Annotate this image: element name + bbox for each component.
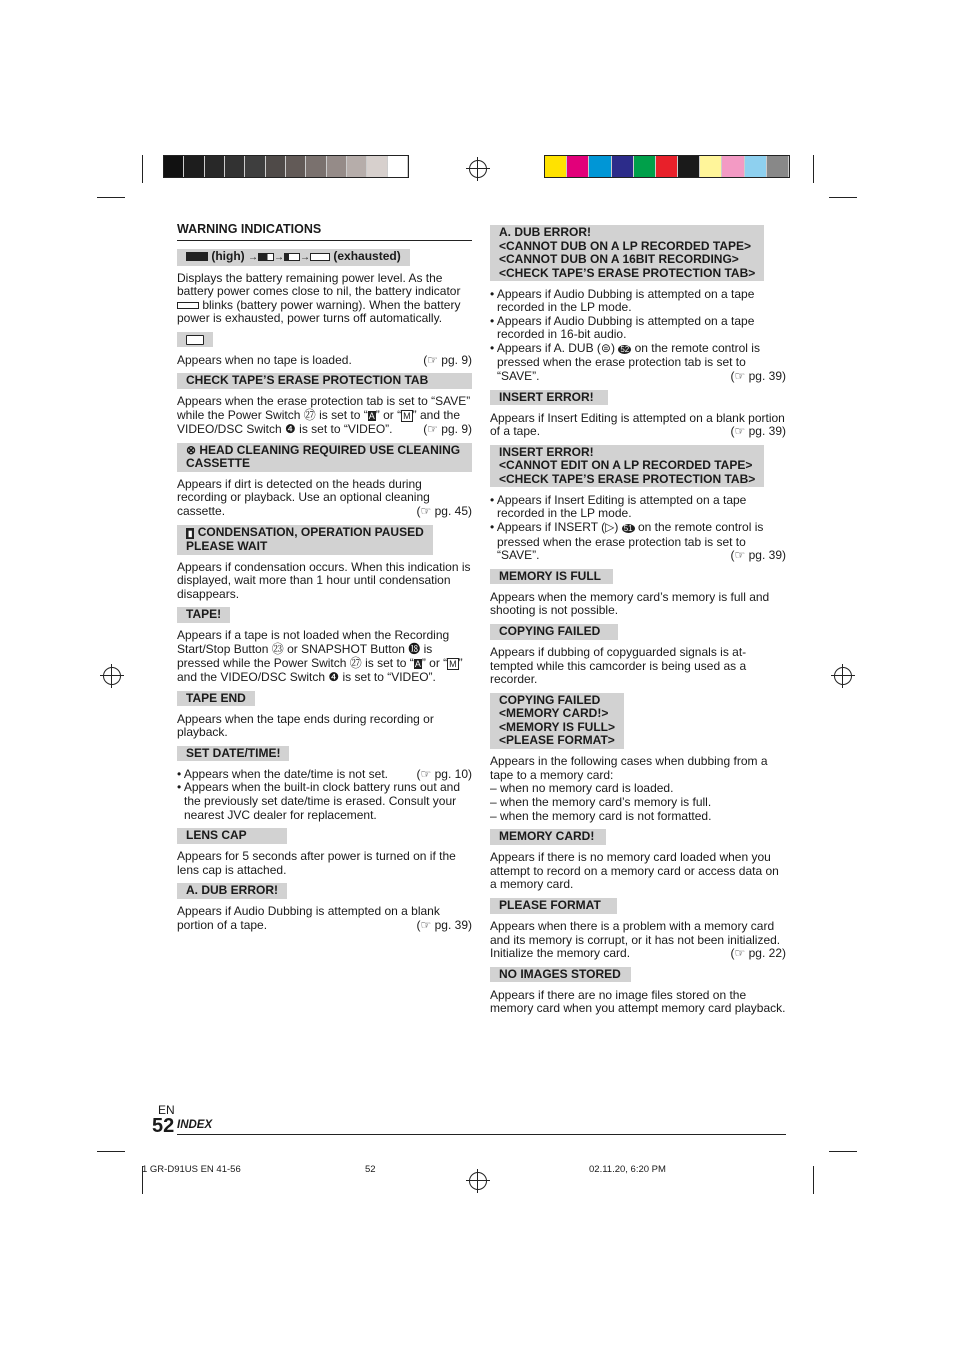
insert-error-text: Appears if Insert Editing is attempted on a blank portion of a tape. (☞ pg. 39) (490, 410, 786, 439)
insert-error-lp-text: • Appears if Insert Editing is attempted on a tape recorded in the LP mode. • Appears if INSERT (▷) 51 on the remote control is pressed when the erase protection tab is set to “SAVE”. (☞ pg. 39) (490, 492, 786, 563)
erase-tab-text: Appears when the erase protection tab is set to “SAVE” while the Power Switch ㉗ is set to “A” or “ M ” and the VIDEO/DSC Switch ❹ is set to “VIDEO”. (☞ pg. 9) (177, 393, 472, 437)
registration-mark-top-icon (469, 160, 487, 178)
insert-error-header: INSERT ERROR! (490, 390, 608, 406)
grayscale-swatch (266, 156, 286, 177)
color-swatch (678, 156, 700, 177)
grayscale-swatch (184, 156, 204, 177)
color-swatch (545, 156, 567, 177)
please-format-text: Appears when there is a problem with a memory card and its memory is corrupt, or it has not been initialized. Initialize the memory card. (☞ pg. 22) (490, 919, 786, 961)
left-column (177, 222, 472, 933)
color-swatch (767, 156, 789, 177)
lens-cap-header: LENS CAP (177, 828, 287, 844)
tape-text: Appears if a tape is not loaded when the Recording Start/Stop Button ㉓ or SNAPSHOT Button ⓲ is pressed while the Power Switch ㉗ is set to “A” or “ M ” and the VIDEO/DSC Switch ❹ is set to “VIDEO”. (177, 628, 463, 685)
cross-circle-icon: ⊗ (186, 442, 200, 457)
grayscale-swatch (245, 156, 265, 177)
condensation-text: Appears if condensation occurs. When this indication is displayed, wait more than 1 hour until condensation disappears. (177, 559, 471, 601)
grayscale-swatch (306, 156, 326, 177)
tape-end-text: Appears when the tape ends during recording or playback. (177, 711, 434, 740)
grayscale-swatch (164, 156, 184, 177)
copying-failed-list-header: COPYING FAILED <MEMORY CARD!> <MEMORY IS FULL> <PLEASE FORMAT> (490, 693, 624, 749)
cassette-icon (186, 335, 204, 345)
grayscale-swatch (205, 156, 225, 177)
memory-card-header: MEMORY CARD! (490, 829, 606, 845)
footer-section: INDEX (177, 1119, 213, 1131)
condensation-header: ▮ CONDENSATION, OPERATION PAUSED PLEASE WAIT (177, 525, 433, 555)
adub-error-header: A. DUB ERROR! (177, 883, 287, 899)
battery-levels-icon: → → → (248, 252, 330, 263)
grayscale-swatch (225, 156, 245, 177)
no-images-text: Appears if there are no image files stored on the memory card when you attempt memory card playback. (490, 987, 786, 1016)
insert-icon: ▷ (605, 520, 615, 535)
color-swatch (634, 156, 656, 177)
slug-file: 1 GR-D91US EN 41-56 (142, 1164, 241, 1175)
color-swatch (567, 156, 589, 177)
battery-empty-icon (177, 302, 199, 309)
memory-card-text: Appears if there is no memory card loaded when you attempt to record on a memory card or access data on a memory card. (490, 850, 779, 892)
grayscale-swatch (388, 156, 408, 177)
no-images-header: NO IMAGES STORED (490, 967, 631, 983)
head-cleaning-header: ⊗ HEAD CLEANING REQUIRED USE CLEANING CASSETTE (177, 443, 472, 472)
color-bar (544, 155, 790, 178)
battery-header: (high) → → → (exhausted) (177, 249, 410, 266)
adub-error-lp-text: • Appears if Audio Dubbing is attempted on a tape recorded in the LP mode. • Appears if Audio Dubbing is attempted on a tape recorded in 16-bit audio. • Appears if A. DUB (⊜) 52 on the remote control is pressed when the erase protection tab is set to “SAVE”. (☞ pg. 39) (490, 286, 786, 384)
color-swatch (612, 156, 634, 177)
slug-date: 02.11.20, 6:20 PM (589, 1164, 666, 1175)
section-title: WARNING INDICATIONS (177, 222, 472, 241)
grayscale-swatch (327, 156, 347, 177)
copying-failed-list-text: Appears in the following cases when dubbing from a tape to a memory card: – when no memory card is loaded. – when the memory card’s memory is full. – when the memory card is not formatted. (490, 754, 768, 823)
color-swatch (656, 156, 678, 177)
crop-mark (829, 197, 857, 198)
crop-mark (142, 155, 143, 183)
set-date-text: • Appears when the date/time is not set. (☞ pg. 10) • Appears when the built-in clock battery runs out and the previously set date/time is erased. Consult your nearest JVC dealer for replacement. (177, 766, 472, 822)
memory-full-text: Appears when the memory card’s memory is full and shooting is not possible. (490, 589, 770, 618)
grayscale-swatch (286, 156, 306, 177)
copying-failed-header: COPYING FAILED (490, 624, 618, 640)
no-tape-text: Appears when no tape is loaded. (☞ pg. 9) (177, 352, 472, 367)
color-swatch (722, 156, 744, 177)
battery-text: Displays the battery remaining power level. As the battery power comes close to nil, the battery indicator blinks (battery power warning). When the battery power is exhausted, power turns off automatically. (177, 270, 461, 326)
no-tape-header (177, 332, 213, 348)
grayscale-bar (163, 155, 409, 178)
color-swatch (700, 156, 722, 177)
adub-error-lp-header: A. DUB ERROR! <CANNOT DUB ON A LP RECORDED TAPE> <CANNOT DUB ON A 16BIT RECORDING> <CHECK TAPE’S ERASE PROTECTION TAB> (490, 225, 764, 281)
right-column (490, 225, 786, 1016)
dub-icon: ⊜ (600, 340, 611, 355)
tape-end-header: TAPE END (177, 691, 255, 707)
color-swatch (745, 156, 767, 177)
adub-error-text: Appears if Audio Dubbing is attempted on a blank portion of a tape. (☞ pg. 39) (177, 904, 472, 933)
registration-mark-bottom-icon (469, 1172, 487, 1190)
insert-error-lp-header: INSERT ERROR! <CANNOT EDIT ON A LP RECORDED TAPE> <CHECK TAPE’S ERASE PROTECTION TAB> (490, 445, 764, 488)
crop-mark (813, 1166, 814, 1194)
page-number: 52 (152, 1115, 175, 1137)
registration-mark-left-icon (103, 667, 121, 685)
crop-mark (97, 197, 125, 198)
color-swatch (589, 156, 611, 177)
crop-mark (813, 155, 814, 183)
condensation-icon: ▮ (188, 528, 193, 538)
tape-header: TAPE! (177, 607, 230, 623)
crop-mark (829, 1151, 857, 1152)
please-format-header: PLEASE FORMAT (490, 898, 617, 914)
battery-full-icon (186, 252, 208, 261)
copying-failed-text: Appears if dubbing of copyguarded signals is at-tempted while this camcorder is being used as a recorder. (490, 645, 747, 687)
head-cleaning-text: Appears if dirt is detected on the heads during recording or playback. Use an optional cleaning cassette. (☞ pg. 45) (177, 476, 472, 518)
erase-tab-header: CHECK TAPE’S ERASE PROTECTION TAB (177, 373, 472, 389)
crop-mark (97, 1151, 125, 1152)
grayscale-swatch (347, 156, 367, 177)
slug-page: 52 (365, 1164, 376, 1175)
footer-rule (177, 1134, 786, 1135)
registration-mark-right-icon (834, 667, 852, 685)
language-label: EN (158, 1103, 175, 1117)
set-date-header: SET DATE/TIME! (177, 746, 289, 762)
memory-full-header: MEMORY IS FULL (490, 569, 613, 585)
lens-cap-text: Appears for 5 seconds after power is turned on if the lens cap is attached. (177, 849, 456, 877)
grayscale-swatch (367, 156, 387, 177)
